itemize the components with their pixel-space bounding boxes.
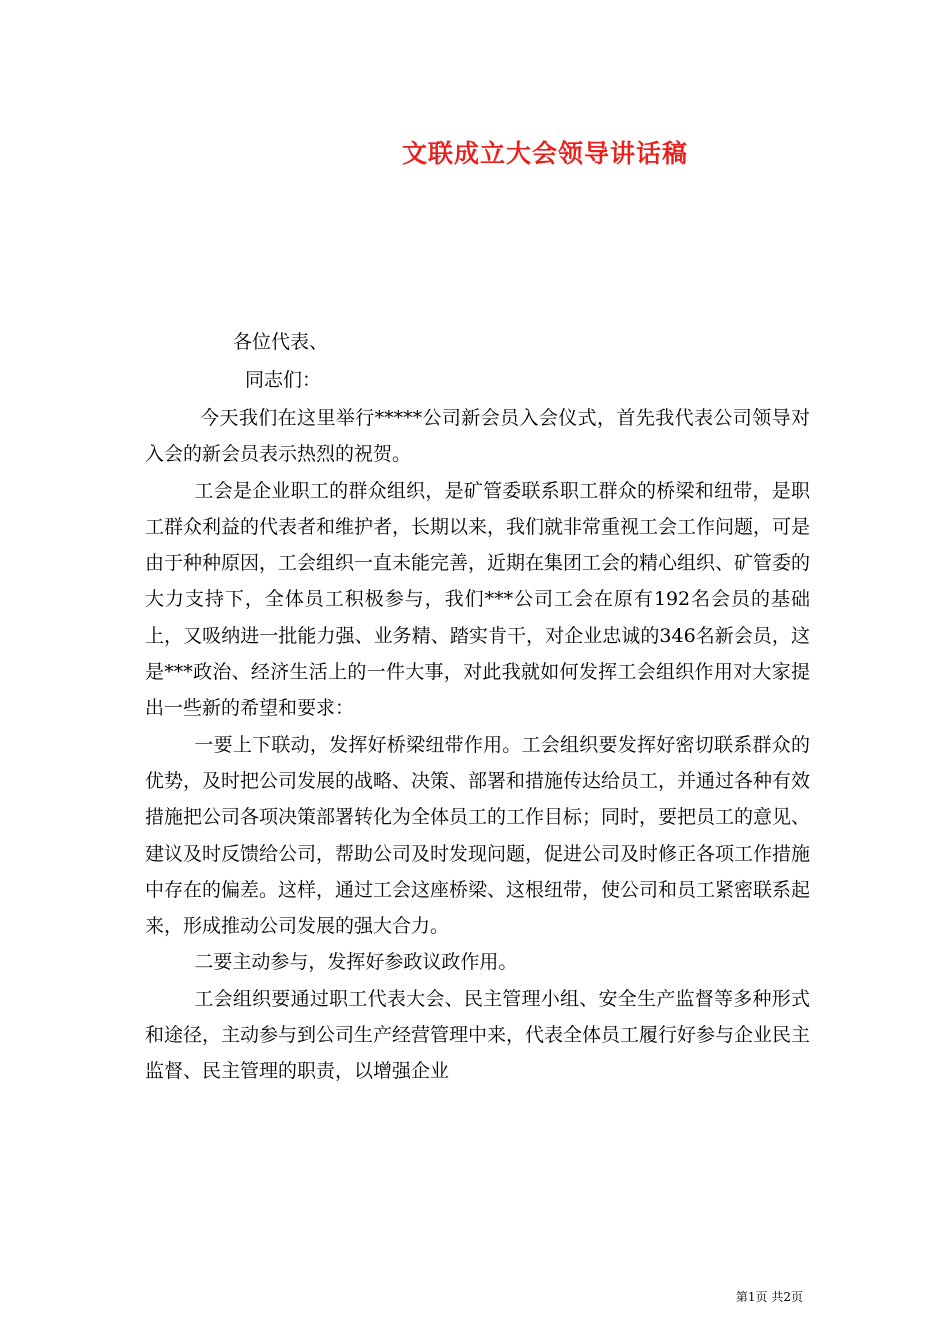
page-number: 第1页 共2页: [735, 1290, 803, 1304]
paragraph-opening: 今天我们在这里举行*****公司新会员入会仪式，首先我代表公司领导对入会的新会员表示热烈的祝贺。: [145, 407, 810, 466]
paragraph-point-two-body: 工会组织要通过职工代表大会、民主管理小组、安全生产监督等多种形式和途径，主动参与到公司生产经营管理中来，代表全体员工履行好参与企业民主监督、民主管理的职责，以增强企业: [145, 987, 811, 1083]
greeting-line-2: 同志们：: [245, 369, 322, 391]
document-body: [145, 400, 810, 1090]
document-title: 文联成立大会领导讲话稿: [401, 139, 688, 168]
greeting-line-1: 各位代表、: [233, 331, 329, 353]
paragraph-union-intro: 工会是企业职工的群众组织，是矿管委联系职工群众的桥梁和纽带，是职工群众利益的代表者和维护者，长期以来，我们就非常重视工会工作问题，可是由于种种原因，工会组织一直未能完善，近期在集团工会的精心组织、矿管委的大力支持下，全体员工积极参与，我们***公司工会在原有192名会员的基础上，又吸纳进一批能力强、业务精、踏实肯干，对企业忠诚的346名新会员，这是***政治、经济生活上的一件大事，对此我就如何发挥工会组织作用对大家提出一些新的希望和要求：: [145, 479, 811, 720]
paragraph-point-one: 一要上下联动，发挥好桥梁纽带作用。工会组织要发挥好密切联系群众的优势，及时把公司发展的战略、决策、部署和措施传达给员工，并通过各种有效措施把公司各项决策部署转化为全体员工的工作目标；同时，要把员工的意见、建议及时反馈给公司，帮助公司及时发现问题，促进公司及时修正各项工作措施中存在的偏差。这样，通过工会这座桥梁、这根纽带，使公司和员工紧密联系起来，形成推动公司发展的强大合力。: [145, 733, 811, 938]
paragraph-point-two-heading: 二要主动参与，发挥好参政议政作用。: [194, 951, 518, 974]
